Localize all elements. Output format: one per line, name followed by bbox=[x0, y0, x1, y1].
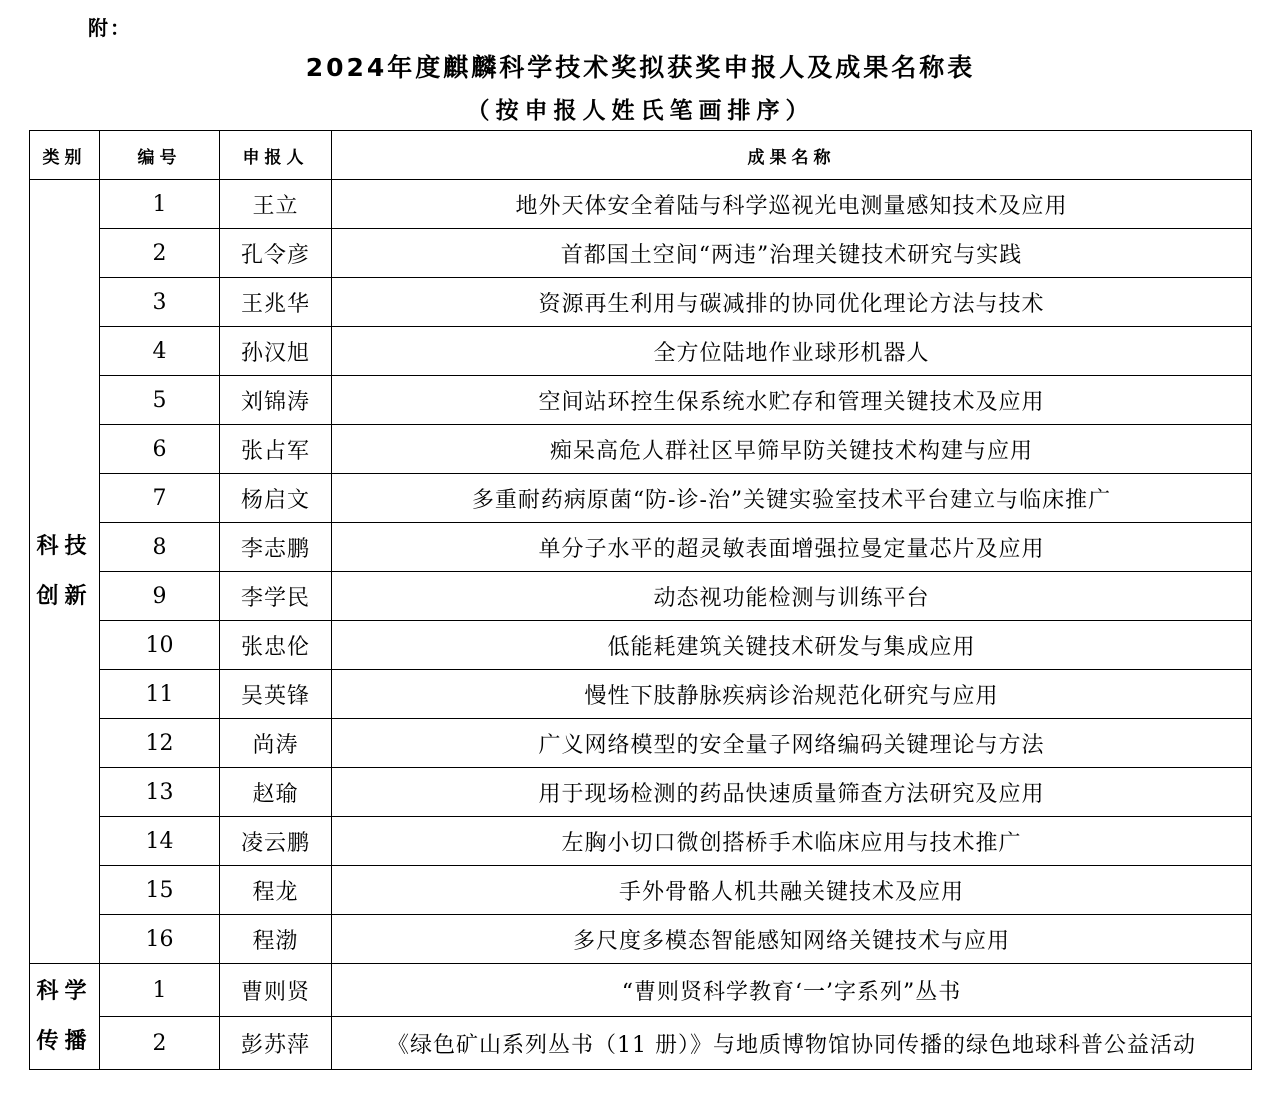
row-achievement: 首都国土空间“两违”治理关键技术研究与实践 bbox=[332, 229, 1252, 278]
table-row bbox=[30, 915, 1252, 964]
document-title: 2024年度麒麟科学技术奖拟获奖申报人及成果名称表 bbox=[305, 53, 976, 82]
category-label-line1: 科技 bbox=[36, 533, 93, 559]
row-applicant: 李学民 bbox=[220, 572, 332, 621]
row-achievement: 慢性下肢静脉疾病诊治规范化研究与应用 bbox=[332, 670, 1252, 719]
row-applicant: 曹则贤 bbox=[220, 964, 332, 1017]
row-achievement: 资源再生利用与碳减排的协同优化理论方法与技术 bbox=[332, 278, 1252, 327]
row-applicant: 刘锦涛 bbox=[220, 376, 332, 425]
row-number: 15 bbox=[100, 866, 220, 915]
row-applicant: 尚涛 bbox=[220, 719, 332, 768]
table-row bbox=[30, 229, 1252, 278]
row-achievement: 低能耗建筑关键技术研发与集成应用 bbox=[332, 621, 1252, 670]
row-achievement: 多尺度多模态智能感知网络关键技术与应用 bbox=[332, 915, 1252, 964]
row-applicant: 李志鹏 bbox=[220, 523, 332, 572]
header-number: 编号 bbox=[100, 131, 220, 180]
row-applicant: 程龙 bbox=[220, 866, 332, 915]
row-applicant: 张占军 bbox=[220, 425, 332, 474]
row-number: 11 bbox=[100, 670, 220, 719]
row-achievement: 广义网络模型的安全量子网络编码关键理论与方法 bbox=[332, 719, 1252, 768]
row-applicant: 程渤 bbox=[220, 915, 332, 964]
row-number: 10 bbox=[100, 621, 220, 670]
category-label-line1: 科学 bbox=[36, 978, 93, 1004]
table-row bbox=[30, 376, 1252, 425]
row-applicant: 孔令彦 bbox=[220, 229, 332, 278]
row-number: 1 bbox=[100, 180, 220, 229]
row-achievement: 左胸小切口微创搭桥手术临床应用与技术推广 bbox=[332, 817, 1252, 866]
table-row bbox=[30, 768, 1252, 817]
row-applicant: 杨启文 bbox=[220, 474, 332, 523]
table-row bbox=[30, 866, 1252, 915]
table-row bbox=[30, 719, 1252, 768]
row-achievement: 地外天体安全着陆与科学巡视光电测量感知技术及应用 bbox=[332, 180, 1252, 229]
row-number: 2 bbox=[100, 1017, 220, 1070]
row-achievement: 动态视功能检测与训练平台 bbox=[332, 572, 1252, 621]
row-applicant: 赵瑜 bbox=[220, 768, 332, 817]
row-achievement: 用于现场检测的药品快速质量筛查方法研究及应用 bbox=[332, 768, 1252, 817]
table-row bbox=[30, 425, 1252, 474]
row-number: 3 bbox=[100, 278, 220, 327]
row-achievement: “曹则贤科学教育‘一’字系列”丛书 bbox=[332, 964, 1252, 1017]
table-row bbox=[30, 572, 1252, 621]
row-number: 4 bbox=[100, 327, 220, 376]
category-label-line2: 传播 bbox=[36, 1028, 93, 1054]
header-category: 类别 bbox=[30, 131, 100, 180]
row-number: 13 bbox=[100, 768, 220, 817]
table-body bbox=[30, 180, 1252, 1070]
table-row bbox=[30, 180, 1252, 229]
row-applicant: 凌云鹏 bbox=[220, 817, 332, 866]
row-number: 6 bbox=[100, 425, 220, 474]
category-label-line2: 创新 bbox=[36, 583, 93, 609]
table-row bbox=[30, 1017, 1252, 1070]
header-applicant: 申报人 bbox=[220, 131, 332, 180]
row-number: 12 bbox=[100, 719, 220, 768]
row-number: 14 bbox=[100, 817, 220, 866]
row-number: 7 bbox=[100, 474, 220, 523]
table-row bbox=[30, 474, 1252, 523]
attachment-label: 附： bbox=[88, 16, 132, 40]
row-achievement: 手外骨骼人机共融关键技术及应用 bbox=[332, 866, 1252, 915]
header-achievement: 成果名称 bbox=[332, 131, 1252, 180]
document-subtitle: （按申报人姓氏笔画排序） bbox=[466, 98, 815, 124]
row-achievement: 全方位陆地作业球形机器人 bbox=[332, 327, 1252, 376]
row-achievement: 空间站环控生保系统水贮存和管理关键技术及应用 bbox=[332, 376, 1252, 425]
row-number: 16 bbox=[100, 915, 220, 964]
table-row bbox=[30, 327, 1252, 376]
row-applicant: 王兆华 bbox=[220, 278, 332, 327]
table-row bbox=[30, 817, 1252, 866]
category-cell-tech-innovation bbox=[30, 180, 100, 964]
row-achievement: 单分子水平的超灵敏表面增强拉曼定量芯片及应用 bbox=[332, 523, 1252, 572]
row-applicant: 王立 bbox=[220, 180, 332, 229]
row-applicant: 彭苏萍 bbox=[220, 1017, 332, 1070]
row-number: 5 bbox=[100, 376, 220, 425]
award-table bbox=[29, 130, 1252, 1070]
table-row bbox=[30, 670, 1252, 719]
table-row bbox=[30, 621, 1252, 670]
table-row bbox=[30, 278, 1252, 327]
row-applicant: 吴英锋 bbox=[220, 670, 332, 719]
table-header-row bbox=[30, 131, 1252, 180]
row-applicant: 张忠伦 bbox=[220, 621, 332, 670]
row-achievement: 痴呆高危人群社区早筛早防关键技术构建与应用 bbox=[332, 425, 1252, 474]
row-number: 9 bbox=[100, 572, 220, 621]
category-cell-science-communication bbox=[30, 964, 100, 1070]
row-number: 1 bbox=[100, 964, 220, 1017]
row-number: 8 bbox=[100, 523, 220, 572]
row-achievement: 《绿色矿山系列丛书（11 册）》与地质博物馆协同传播的绿色地球科普公益活动 bbox=[332, 1017, 1252, 1070]
table-row bbox=[30, 964, 1252, 1017]
row-achievement: 多重耐药病原菌“防-诊-治”关键实验室技术平台建立与临床推广 bbox=[332, 474, 1252, 523]
table-row bbox=[30, 523, 1252, 572]
row-applicant: 孙汉旭 bbox=[220, 327, 332, 376]
row-number: 2 bbox=[100, 229, 220, 278]
